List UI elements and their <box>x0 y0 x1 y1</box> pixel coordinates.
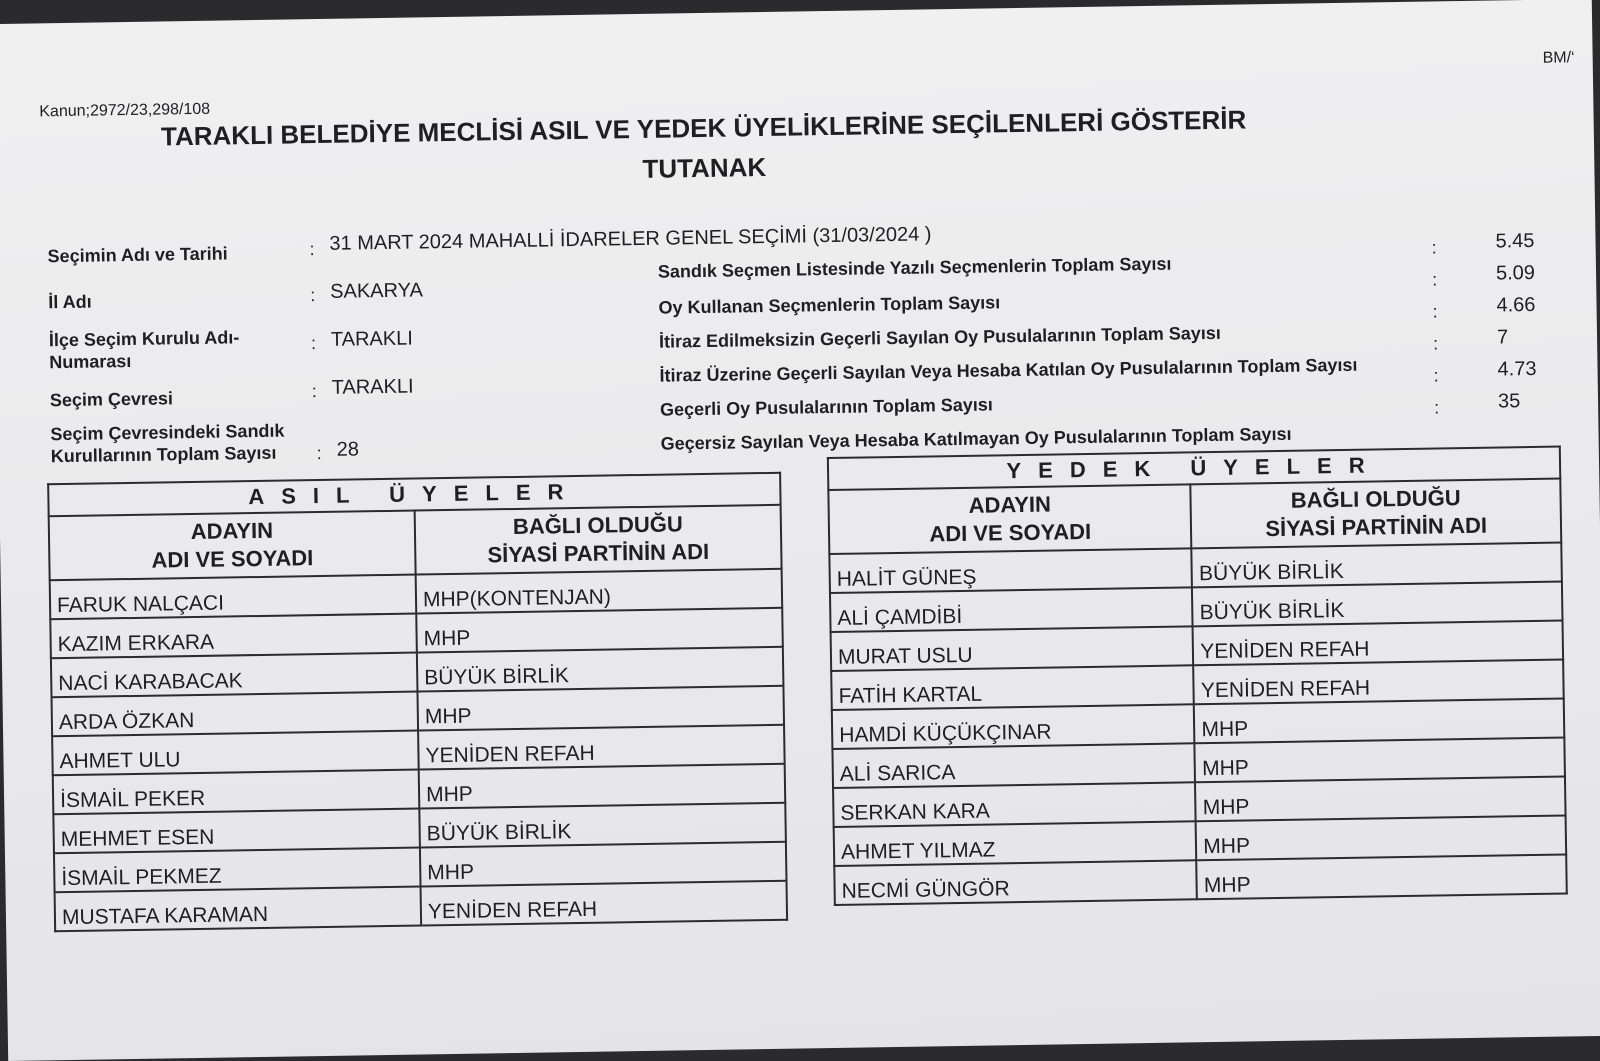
party-name-cell: MHP <box>1196 815 1566 860</box>
voters-who-voted-label: Oy Kullanan Seçmenlerin Toplam Sayısı <box>658 292 1001 318</box>
party-name-cell: YENİDEN REFAH <box>1193 621 1563 666</box>
party-name-cell: MHP <box>1195 777 1565 822</box>
province-value: SAKARYA <box>330 279 423 303</box>
document-title: TARAKLI BELEDİYE MECLİSİ ASIL VE YEDEK ÜYELİKLERİNE SEÇİLENLERİ GÖSTERİR <box>160 104 1247 152</box>
registered-voters-value: 5.45 <box>1495 229 1535 253</box>
valid-ballots-value: 4.73 <box>1497 357 1537 381</box>
district-board-label: İlçe Seçim Kurulu Adı-Numarası <box>48 327 240 373</box>
party-name-cell: MHP <box>420 842 787 887</box>
valid-after-objection-label: İtiraz Üzerine Geçerli Sayılan Veya Hesaba Katılan Oy Pusulalarının Toplam Sayısı <box>659 354 1358 386</box>
colon: : <box>1433 397 1440 418</box>
candidate-name-cell: FATİH KARTAL <box>831 665 1194 710</box>
party-name-cell: MHP <box>1195 738 1565 783</box>
colon: : <box>310 285 316 306</box>
party-name-cell: BÜYÜK BİRLİK <box>1192 582 1562 627</box>
substitute-members-table <box>827 446 1568 906</box>
valid-unchallenged-value: 4.66 <box>1496 293 1536 317</box>
colon: : <box>311 381 317 402</box>
ballot-box-count-label: Seçim Çevresindeki Sandık Kurullarının Toplam Sayısı <box>50 420 285 467</box>
colon: : <box>1432 301 1438 322</box>
candidate-name-cell: AHMET YILMAZ <box>834 821 1197 866</box>
colon: : <box>1431 269 1438 290</box>
party-name-cell: YENİDEN REFAH <box>418 725 785 770</box>
candidate-name-cell: İSMAİL PEKER <box>53 770 420 815</box>
form-code: BM/‘ <box>1542 49 1575 67</box>
main-members-heading: ASIL ÜYELER <box>48 473 780 516</box>
party-name-cell: BÜYÜK BİRLİK <box>1192 543 1562 588</box>
candidate-name-cell: NACİ KARABACAK <box>51 653 418 698</box>
candidate-name-cell: ALİ ÇAMDİBİ <box>830 587 1193 632</box>
invalid-ballots-value: 35 <box>1497 390 1521 413</box>
constituency-label: Seçim Çevresi <box>49 388 174 411</box>
colon: : <box>1433 365 1439 386</box>
valid-unchallenged-label: İtiraz Edilmeksizin Geçerli Sayılan Oy Pusulalarının Toplam Sayısı <box>658 322 1221 352</box>
colon: : <box>310 333 317 354</box>
party-name-header: BAĞLI OLDUĞU SİYASİ PARTİNİN ADI <box>415 505 782 575</box>
candidate-name-cell: HALİT GÜNEŞ <box>829 548 1192 593</box>
colon: : <box>1432 333 1439 354</box>
candidate-name-cell: FARUK NALÇACI <box>50 575 417 620</box>
party-name-cell: MHP <box>416 608 783 653</box>
invalid-ballots-label: Geçersiz Sayılan Veya Hesaba Katılmayan Oy Pusulalarının Toplam Sayısı <box>660 423 1292 454</box>
party-name-cell: MHP(KONTENJAN) <box>416 569 783 614</box>
candidate-name-cell: MURAT USLU <box>831 626 1194 671</box>
candidate-name-cell: SERKAN KARA <box>833 782 1196 827</box>
voters-who-voted-value: 5.09 <box>1495 261 1536 285</box>
candidate-name-cell: İSMAİL PEKMEZ <box>54 847 421 892</box>
candidate-name-cell: AHMET ULU <box>52 731 419 776</box>
colon: : <box>1431 237 1437 258</box>
registered-voters-label: Sandık Seçmen Listesinde Yazılı Seçmenlerin Toplam Sayısı <box>657 253 1172 282</box>
election-name-label: Seçimin Adı ve Tarihi <box>47 243 228 267</box>
election-name-value: 31 MART 2024 MAHALLİ İDARELER GENEL SEÇİMİ (31/03/2024 ) <box>329 223 932 255</box>
party-name-cell: BÜYÜK BİRLİK <box>419 803 786 848</box>
candidate-name-cell: HAMDİ KÜÇÜKÇINAR <box>832 704 1195 749</box>
candidate-name-cell: ALİ SARICA <box>832 743 1195 788</box>
colon: : <box>309 239 315 260</box>
party-name-cell: YENİDEN REFAH <box>1193 660 1563 705</box>
valid-ballots-label: Geçerli Oy Pusulalarının Toplam Sayısı <box>659 394 993 420</box>
constituency-value: TARAKLI <box>331 375 414 399</box>
party-name-cell: MHP <box>1197 854 1567 899</box>
main-members-table <box>47 472 788 932</box>
party-name-cell: BÜYÜK BİRLİK <box>417 647 784 692</box>
document-subtitle: TUTANAK <box>642 151 767 184</box>
district-board-value: TARAKLI <box>330 327 413 351</box>
candidate-name-header: ADAYIN ADI VE SOYADI <box>49 511 416 581</box>
candidate-name-cell: MEHMET ESEN <box>53 809 420 854</box>
valid-after-objection-value: 7 <box>1496 326 1509 349</box>
substitute-members-heading: YEDEK ÜYELER <box>828 447 1560 490</box>
candidate-name-cell: KAZIM ERKARA <box>50 614 417 659</box>
ballot-box-count-value: 28 <box>336 438 360 461</box>
party-name-cell: MHP <box>417 686 784 731</box>
province-label: İl Adı <box>48 291 92 313</box>
party-name-cell: YENİDEN REFAH <box>421 881 788 926</box>
party-name-cell: MHP <box>419 764 786 809</box>
candidate-name-header: ADAYIN ADI VE SOYADI <box>828 484 1191 554</box>
party-name-header: BAĞLI OLDUĞU SİYASİ PARTİNİN ADI <box>1191 479 1562 549</box>
colon: : <box>316 442 322 464</box>
candidate-name-cell: ARDA ÖZKAN <box>52 692 419 737</box>
party-name-cell: MHP <box>1194 699 1564 744</box>
candidate-name-cell: NECMİ GÜNGÖR <box>834 860 1197 905</box>
candidate-name-cell: MUSTAFA KARAMAN <box>55 886 422 931</box>
law-reference: Kanun;2972/23,298/108 <box>39 100 211 121</box>
